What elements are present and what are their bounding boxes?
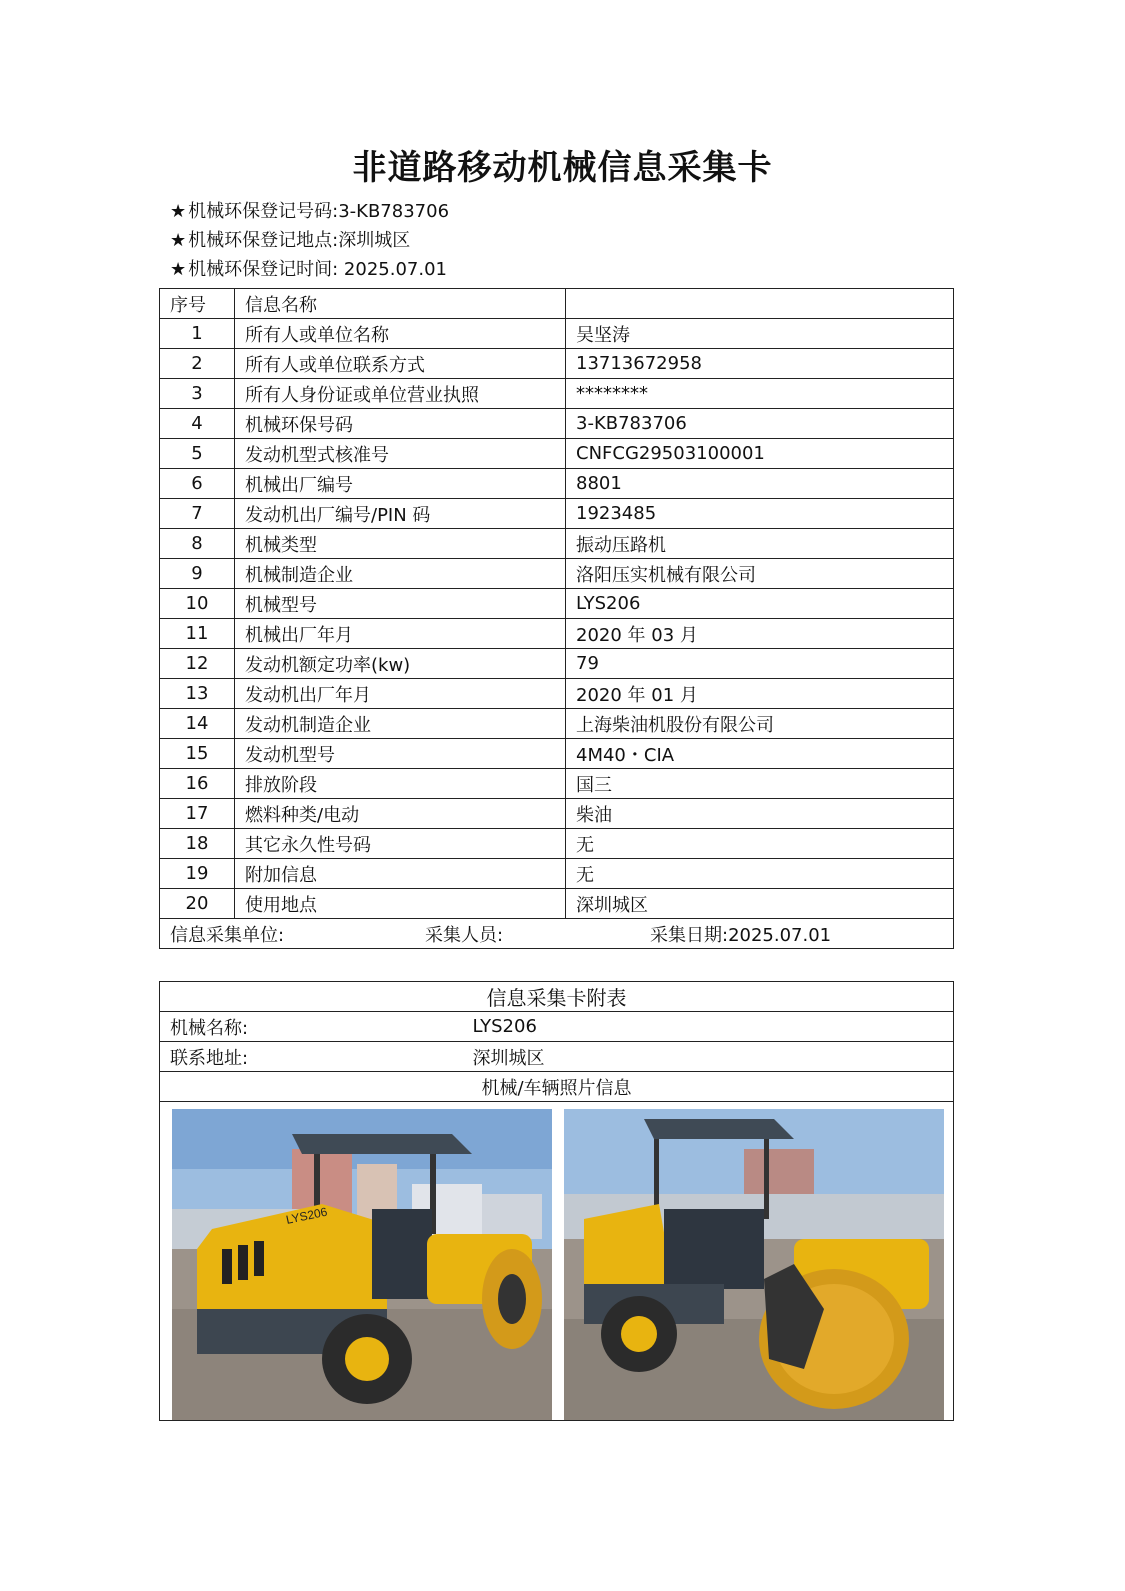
table-row [160, 319, 954, 349]
table-row [160, 529, 954, 559]
table-row [160, 679, 954, 709]
page-title: 非道路移动机械信息采集卡 [352, 148, 773, 188]
photo-section-row [160, 1072, 954, 1102]
row-number: 8 [160, 529, 235, 559]
row-field-name: 机械出厂编号 [235, 469, 566, 499]
row-number: 15 [160, 739, 235, 769]
row-field-value: 2020 年 01 月 [566, 679, 954, 709]
row-number: 20 [160, 889, 235, 919]
table-row [160, 559, 954, 589]
row-number: 3 [160, 379, 235, 409]
collection-date-value: 2025.07.01 [728, 924, 832, 946]
table-row [160, 829, 954, 859]
machine-name-row [160, 1012, 954, 1042]
row-field-value: 无 [566, 859, 954, 889]
appendix-title: 信息采集卡附表 [160, 982, 954, 1012]
road-roller-photo-icon [172, 1109, 552, 1421]
table-row [160, 379, 954, 409]
row-field-name: 附加信息 [235, 859, 566, 889]
table-row [160, 889, 954, 919]
row-field-value: ******** [566, 379, 954, 409]
collection-footer-row [160, 919, 954, 949]
row-field-name: 排放阶段 [235, 769, 566, 799]
header-no: 序号 [160, 289, 235, 319]
row-field-name: 所有人或单位联系方式 [235, 349, 566, 379]
star-icon: ★ [170, 201, 187, 222]
row-field-value: LYS206 [566, 589, 954, 619]
row-field-name: 发动机制造企业 [235, 709, 566, 739]
row-number: 5 [160, 439, 235, 469]
row-field-value: 4M40・CIA [566, 739, 954, 769]
registration-number: ★ 机械环保登记号码:3-KB783706 [170, 201, 450, 222]
row-field-name: 机械制造企业 [235, 559, 566, 589]
row-field-name: 所有人身份证或单位营业执照 [235, 379, 566, 409]
road-roller-photo-right [564, 1109, 944, 1421]
info-table [159, 288, 954, 949]
star-icon: ★ [170, 259, 187, 280]
row-field-name: 发动机型式核准号 [235, 439, 566, 469]
row-field-value: 3-KB783706 [566, 409, 954, 439]
row-field-value: CNFCG29503100001 [566, 439, 954, 469]
star-icon: ★ [170, 230, 187, 251]
row-number: 7 [160, 499, 235, 529]
row-number: 1 [160, 319, 235, 349]
photo-section-label: 机械/车辆照片信息 [160, 1072, 954, 1102]
row-number: 14 [160, 709, 235, 739]
collection-date-label: 采集日期: [650, 924, 729, 946]
row-number: 13 [160, 679, 235, 709]
row-field-name: 其它永久性号码 [235, 829, 566, 859]
table-row [160, 469, 954, 499]
row-number: 16 [160, 769, 235, 799]
row-number: 6 [160, 469, 235, 499]
row-field-name: 燃料种类/电动 [235, 799, 566, 829]
table-row [160, 739, 954, 769]
table-row [160, 649, 954, 679]
row-field-name: 机械出厂年月 [235, 619, 566, 649]
row-number: 12 [160, 649, 235, 679]
table-row [160, 439, 954, 469]
row-field-value: 吴坚涛 [566, 319, 954, 349]
row-field-value: 振动压路机 [566, 529, 954, 559]
collector-label: 采集人员: [425, 924, 504, 946]
address-value: 深圳城区 [463, 1042, 954, 1072]
row-number: 18 [160, 829, 235, 859]
row-number: 19 [160, 859, 235, 889]
table-row [160, 769, 954, 799]
table-row [160, 859, 954, 889]
row-field-value: 深圳城区 [566, 889, 954, 919]
table-row [160, 589, 954, 619]
row-field-name: 使用地点 [235, 889, 566, 919]
row-number: 11 [160, 619, 235, 649]
row-field-name: 机械型号 [235, 589, 566, 619]
row-number: 9 [160, 559, 235, 589]
row-field-value: 国三 [566, 769, 954, 799]
row-field-value: 13713672958 [566, 349, 954, 379]
registration-time: ★ 机械环保登记时间: 2025.07.01 [170, 259, 447, 280]
row-field-value: 8801 [566, 469, 954, 499]
row-field-name: 机械环保号码 [235, 409, 566, 439]
row-field-value: 无 [566, 829, 954, 859]
row-number: 2 [160, 349, 235, 379]
row-field-name: 发动机出厂编号/PIN 码 [235, 499, 566, 529]
registration-place: ★ 机械环保登记地点:深圳城区 [170, 230, 411, 251]
table-row [160, 349, 954, 379]
row-field-name: 发动机出厂年月 [235, 679, 566, 709]
road-roller-photo-icon [564, 1109, 944, 1421]
machine-name-label: 机械名称: [160, 1012, 463, 1042]
row-field-name: 所有人或单位名称 [235, 319, 566, 349]
appendix-table [159, 981, 954, 1421]
appendix-title-row [160, 982, 954, 1012]
machine-name-value: LYS206 [463, 1012, 954, 1042]
photo-row [160, 1102, 954, 1421]
row-number: 4 [160, 409, 235, 439]
row-number: 10 [160, 589, 235, 619]
address-row [160, 1042, 954, 1072]
table-row [160, 799, 954, 829]
row-field-name: 发动机型号 [235, 739, 566, 769]
row-number: 17 [160, 799, 235, 829]
row-field-value: 2020 年 03 月 [566, 619, 954, 649]
row-field-name: 发动机额定功率(kw) [235, 649, 566, 679]
svg-text:LYS206: LYS206 [284, 1204, 329, 1227]
address-label: 联系地址: [160, 1042, 463, 1072]
table-row [160, 499, 954, 529]
row-field-value: 1923485 [566, 499, 954, 529]
table-row [160, 619, 954, 649]
header-name: 信息名称 [235, 289, 566, 319]
table-header-row [160, 289, 954, 319]
header-value [566, 289, 954, 319]
row-field-value: 洛阳压实机械有限公司 [566, 559, 954, 589]
row-field-value: 79 [566, 649, 954, 679]
table-row [160, 709, 954, 739]
table-row [160, 409, 954, 439]
road-roller-photo-left [172, 1109, 552, 1421]
collection-unit-label: 信息采集单位: [170, 924, 285, 946]
row-field-value: 柴油 [566, 799, 954, 829]
row-field-value: 上海柴油机股份有限公司 [566, 709, 954, 739]
row-field-name: 机械类型 [235, 529, 566, 559]
